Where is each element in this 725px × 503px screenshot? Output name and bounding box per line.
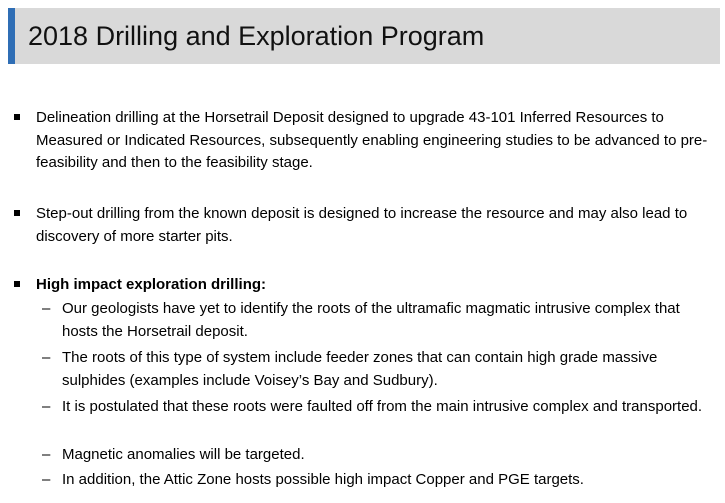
bullet-high-impact-heading: High impact exploration drilling: [36, 276, 267, 293]
bullet-marker [14, 107, 22, 120]
bullet-marker [14, 203, 22, 216]
sub-bullet-magnetic-anomalies: Magnetic anomalies will be targeted. [62, 446, 305, 463]
sub-bullet-dash: – [42, 471, 51, 488]
bullet-marker [14, 274, 22, 287]
bullet-step-out-drilling: Step-out drilling from the known deposit is designed to increase the resource and may also lead to discovery of more starter pits. [36, 205, 688, 245]
sub-bullet-geologists-roots: Our geologists have yet to identify the roots of the ultramafic magmatic intrusive complex that hosts the Horsetrail deposit. [62, 300, 680, 340]
slide-title: 2018 Drilling and Exploration Program [28, 21, 485, 51]
sub-bullet-feeder-zones: The roots of this type of system include feeder zones that can contain high grade massive sulphides (examples include Voisey’s Bay and Sudbury). [62, 349, 658, 389]
sub-bullet-dash: – [42, 300, 51, 317]
sub-bullet-dash: – [42, 398, 51, 415]
sub-bullet-faulted-roots: It is postulated that these roots were faulted off from the main intrusive complex and transported. [62, 398, 703, 415]
bullet-delineation-drilling: Delineation drilling at the Horsetrail Deposit designed to upgrade 43-101 Inferred Resources to Measured or Indicated Resources, subsequently enabling engineering studies to be advanced to pre-feasibility and then to the feasibility stage. [36, 109, 708, 171]
sub-bullet-dash: – [42, 349, 51, 366]
sub-bullet-dash: – [42, 446, 51, 463]
sub-bullet-attic-zone: In addition, the Attic Zone hosts possible high impact Copper and PGE targets. [62, 471, 584, 488]
